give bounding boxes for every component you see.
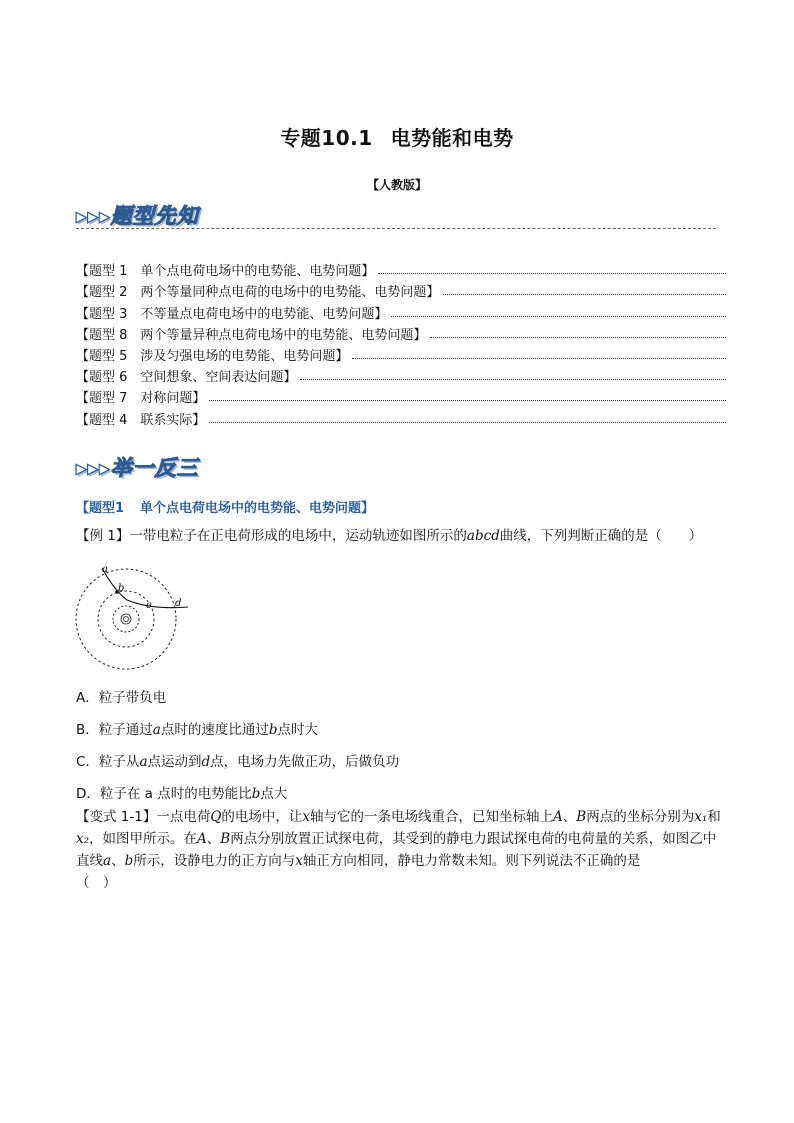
variant-text: 、 <box>562 809 577 825</box>
variant-var: A <box>197 831 207 847</box>
page-title <box>0 122 794 151</box>
option-text: 点时大 <box>277 722 318 738</box>
variant-var: x₁ <box>694 809 708 825</box>
option-d[interactable] <box>76 782 287 802</box>
option-var: a <box>152 722 161 738</box>
variant-text: 和 <box>707 809 721 825</box>
variant-text: 【变式 1-1】一点电荷 <box>76 809 211 825</box>
option-text: B．粒子通过 <box>76 722 153 738</box>
charge-core <box>124 617 129 622</box>
equipotential-outer <box>76 569 176 669</box>
toc-item-label: 【题型 5 涉及匀强电场的电势能、电势问题】 <box>76 348 349 364</box>
variant-answer-blank: （ ） <box>76 875 117 891</box>
variant-text: 轴与它的一条电场线重合，已知坐标轴上 <box>310 809 554 825</box>
variant-var: a <box>103 853 112 869</box>
variant-text: 两点的坐标分别为 <box>586 809 695 825</box>
equipotential-inner <box>113 606 139 632</box>
variant-text: 所示，设静电力的正方向与 <box>133 853 296 869</box>
toc-item-6[interactable] <box>76 364 726 385</box>
variant-text: 、 <box>111 853 125 869</box>
option-c[interactable] <box>76 750 399 770</box>
toc-item-1[interactable] <box>76 258 726 279</box>
toc-item-5[interactable] <box>76 343 726 364</box>
title-number: 专题10.1 <box>280 126 373 150</box>
toc-item-2[interactable] <box>76 279 726 300</box>
variant-1-1-question <box>76 806 726 894</box>
leader-dots <box>209 421 726 423</box>
variant-text: 的电场中，让 <box>221 809 303 825</box>
variant-var: A <box>553 809 563 825</box>
toc-item-label: 【题型 3 不等量点电荷电场中的电势能、电势问题】 <box>76 306 388 322</box>
field-trajectory-diagram <box>72 562 192 670</box>
option-a-text: A．粒子带负电 <box>76 690 167 706</box>
leader-dots <box>443 293 726 295</box>
leader-dots <box>430 336 726 338</box>
leader-dots <box>300 378 726 380</box>
type1-tag: 【题型1 <box>76 501 125 516</box>
toc-item-label: 【题型 4 联系实际】 <box>76 412 206 428</box>
leader-dots <box>391 315 726 317</box>
type1-heading <box>76 497 374 516</box>
title-text: 电势能和电势 <box>390 126 514 150</box>
option-text: D．粒子在 a 点时的电势能比 <box>76 786 252 802</box>
variant-var: x <box>302 809 311 825</box>
type1-title: 单个点电荷电场中的电势能、电势问题】 <box>140 501 375 516</box>
leader-dots <box>352 357 726 359</box>
toc-item-label: 【题型 2 两个等量同种点电荷的电场中的电势能、电势问题】 <box>76 285 440 301</box>
option-var: b <box>268 722 278 738</box>
variant-var: x₂ <box>76 831 90 847</box>
variant-var: Q <box>210 809 222 825</box>
label-d: d <box>175 598 182 609</box>
example1-text: 【例 1】一带电粒子在正电荷形成的电场中，运动轨迹如图所示的 <box>76 528 467 544</box>
edition-label: 【人教版】 <box>366 178 427 192</box>
toc-item-3[interactable] <box>76 300 726 321</box>
variant-text: ，如图甲所示。在 <box>89 831 198 847</box>
example1-question <box>76 525 726 547</box>
variant-var: B <box>576 809 587 825</box>
option-text: C．粒子从 <box>76 754 140 770</box>
variant-var: b <box>124 853 134 869</box>
example1-text-end: 曲线，下列判断正确的是（ ） <box>499 528 703 544</box>
toc-item-4[interactable] <box>76 322 726 343</box>
charge-ring <box>121 614 131 624</box>
option-text: 点时的速度比通过 <box>160 722 269 738</box>
toc-item-label: 【题型 8 两个等量异种点电荷电场中的电势能、电势问题】 <box>76 327 427 343</box>
leader-dots <box>209 399 726 401</box>
variant-text: 轴正方向相同，静电力常数未知。则下列说法不正确的是 <box>302 853 641 869</box>
toc-item-7[interactable] <box>76 385 726 406</box>
section-title-practice: ▸▸▸举一反三 <box>76 456 199 480</box>
option-text: 点，电场力先做正功，后做负功 <box>210 754 400 770</box>
option-var: b <box>251 786 261 802</box>
toc-item-label: 【题型 7 对称问题】 <box>76 391 206 407</box>
variant-var: x <box>295 853 303 869</box>
option-var: a <box>139 754 148 770</box>
toc-item-label: 【题型 6 空间想象、空间表达问题】 <box>76 370 297 386</box>
label-b: b <box>118 583 125 594</box>
label-c: c <box>146 600 152 611</box>
option-b[interactable] <box>76 718 318 738</box>
section-title-preview: ▸▸▸题型先知 <box>76 204 199 228</box>
variant-text: 、 <box>206 831 221 847</box>
option-text: 点运动到 <box>147 754 202 770</box>
toc-list <box>76 258 726 428</box>
example1-var: abcd <box>466 528 500 544</box>
toc-item-8[interactable] <box>76 406 726 427</box>
section-divider <box>76 228 716 229</box>
label-a: a <box>102 564 108 575</box>
option-a[interactable] <box>76 686 166 706</box>
variant-var: B <box>220 831 231 847</box>
option-var: d <box>201 754 211 770</box>
variant-text: 两点分别放置正试探电荷，其受到的静电力跟试探电荷的电荷量的关系，如图乙中直线 <box>76 831 717 869</box>
toc-item-label: 【题型 1 单个点电荷电场中的电势能、电势问题】 <box>76 264 375 280</box>
leader-dots <box>378 272 726 274</box>
option-text: 点大 <box>260 786 288 802</box>
